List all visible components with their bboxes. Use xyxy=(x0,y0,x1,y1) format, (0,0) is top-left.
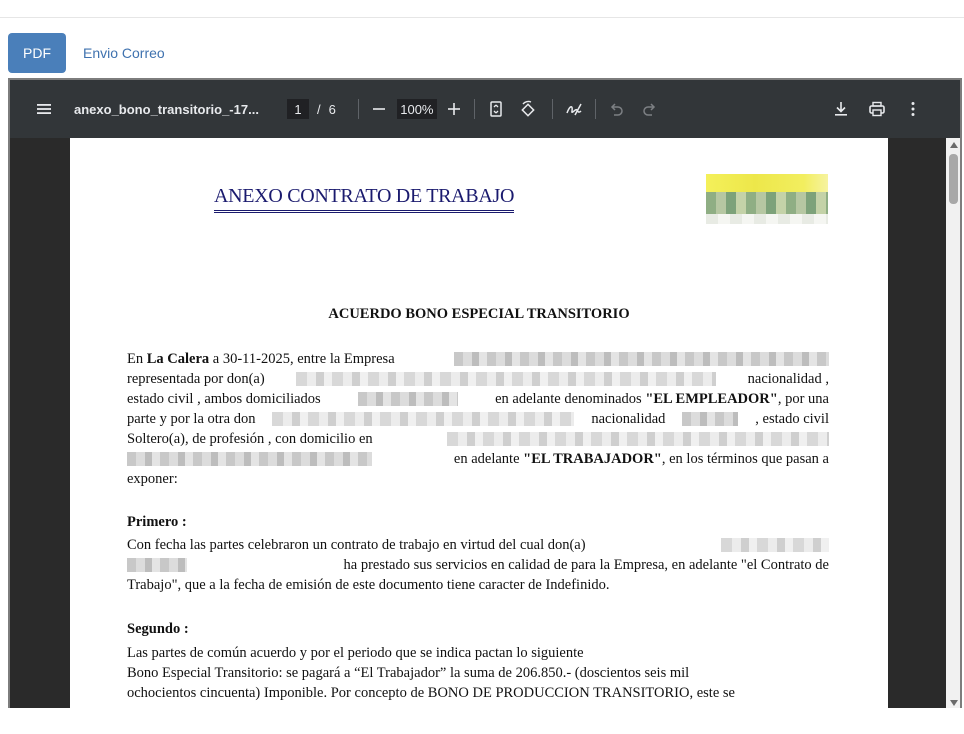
total-pages: 6 xyxy=(328,101,336,117)
scrollbar-thumb[interactable] xyxy=(949,154,958,204)
scroll-up-arrow-icon[interactable] xyxy=(950,142,958,148)
primero-paragraph: Con fecha las partes celebraron un contrato de trabajo en virtud del cual don(a) ha prestado sus servicios en calidad de para la Empresa, en adelante "el Contrato de Trabajo", que a la fecha de emisión de este documento tiene caracter de Indefinido. xyxy=(127,537,829,593)
redacted-domicile xyxy=(447,432,829,446)
toolbar-divider xyxy=(595,99,596,119)
annotate-icon[interactable] xyxy=(562,97,586,121)
redacted-nationality xyxy=(682,412,738,426)
vertical-scrollbar[interactable] xyxy=(946,138,962,708)
section-segundo-heading: Segundo : xyxy=(127,621,189,637)
company-logo xyxy=(706,174,828,226)
pdf-viewer xyxy=(8,78,962,708)
download-icon[interactable] xyxy=(829,97,853,121)
toolbar-divider xyxy=(474,99,475,119)
pdf-content-area[interactable] xyxy=(10,138,946,708)
redacted-domicile-cont xyxy=(127,452,372,466)
redacted-worker-name-2 xyxy=(721,538,829,552)
pdf-filename: anexo_bono_transitorio_-17... xyxy=(74,101,259,117)
redacted-worker-name-3 xyxy=(127,558,187,572)
toolbar-divider xyxy=(358,99,359,119)
redacted-worker-name xyxy=(272,412,574,426)
segundo-paragraph: Las partes de común acuerdo y por el periodo que se indica pactan lo siguiente Bono Especial Transitorio: se pagará a “El Trabajador” la suma de 206.850.- (doscientos seis mil ochocientos cincuenta) Imponible. Por concepto de BONO DE PRODUCCION TRANSITORIO, este se xyxy=(127,645,735,701)
toolbar-divider xyxy=(552,99,553,119)
redacted-address xyxy=(358,392,458,406)
undo-icon[interactable] xyxy=(605,97,629,121)
redacted-company xyxy=(454,352,829,366)
redo-icon[interactable] xyxy=(637,97,661,121)
document-subtitle: ACUERDO BONO ESPECIAL TRANSITORIO xyxy=(328,306,630,322)
print-icon[interactable] xyxy=(865,97,889,121)
pdf-tab-button[interactable]: PDF xyxy=(8,33,66,73)
scroll-down-arrow-icon[interactable] xyxy=(950,700,958,706)
menu-icon[interactable] xyxy=(32,97,56,121)
redacted-name xyxy=(296,372,716,386)
page-number-input[interactable]: 1 xyxy=(287,99,309,119)
more-icon[interactable] xyxy=(901,97,925,121)
tab-bar xyxy=(8,33,165,73)
page-separator: / xyxy=(317,101,321,117)
zoom-out-icon[interactable] xyxy=(367,97,391,121)
zoom-in-icon[interactable] xyxy=(442,97,466,121)
pdf-toolbar xyxy=(10,80,962,138)
document-title: ANEXO CONTRATO DE TRABAJO xyxy=(214,185,514,213)
fit-page-icon[interactable] xyxy=(484,97,508,121)
rotate-icon[interactable] xyxy=(516,97,540,121)
section-primero-heading: Primero : xyxy=(127,514,187,530)
envio-correo-link[interactable]: Envio Correo xyxy=(83,45,165,61)
header-divider xyxy=(0,17,964,18)
zoom-level-input[interactable]: 100% xyxy=(397,99,437,119)
intro-paragraph: En La Calera a 30-11-2025, entre la Empresa representada por don(a) nacionalidad , estado civil , ambos domiciliados en adelante denominados "EL EMPLEADOR", por una parte y por la otra don nacionalidad , estado civil Soltero(a), de profesión , con domicilio en en adelante "EL TRABAJADOR", en los términos que pasan a exponer: xyxy=(127,351,829,487)
pdf-page xyxy=(70,138,888,708)
